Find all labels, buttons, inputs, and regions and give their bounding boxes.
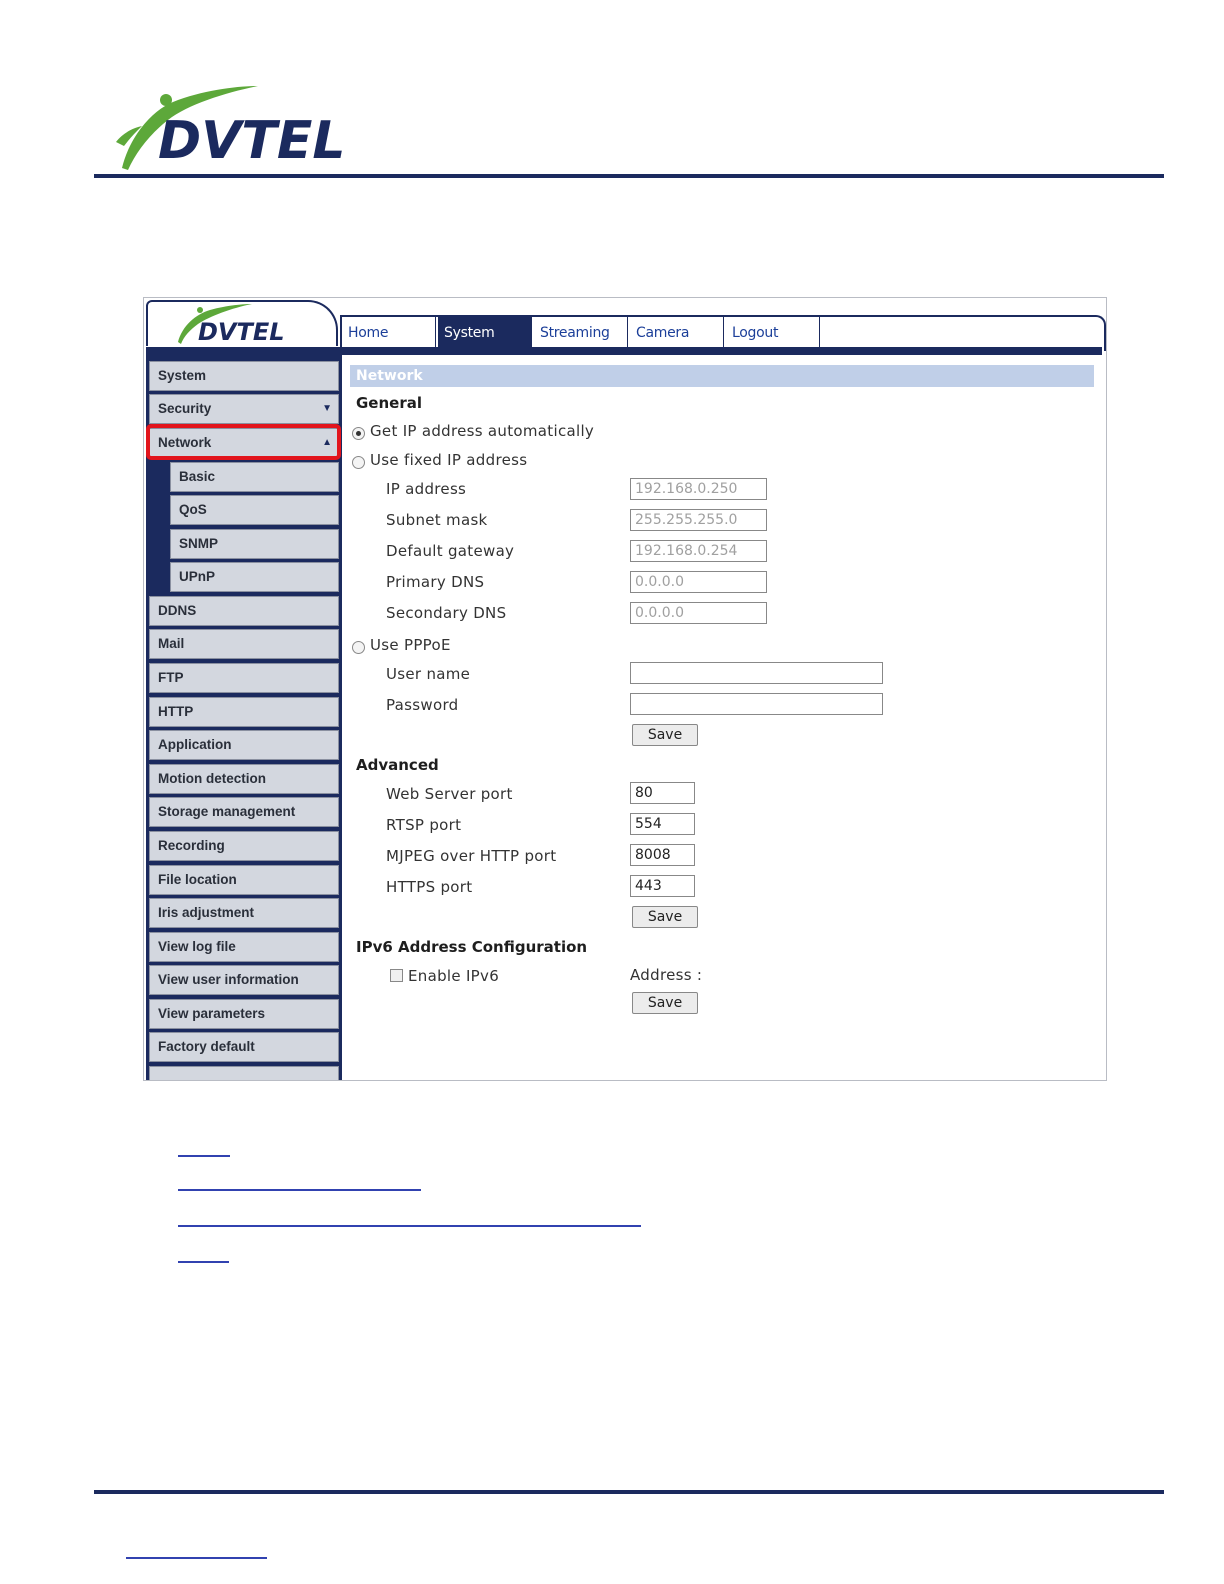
- ui-brand-name: DVTEL: [198, 318, 285, 346]
- ui-logo-swoosh: [148, 302, 336, 346]
- sidebar-item-motion-detection[interactable]: Motion detection: [149, 764, 339, 794]
- rtsp-port-input[interactable]: 554: [630, 813, 695, 835]
- dvtel-logo-swoosh: [108, 80, 348, 175]
- sidebar-item-view-log-file[interactable]: View log file: [149, 932, 339, 962]
- save-ipv6-button[interactable]: Save: [632, 992, 698, 1014]
- caret-down-icon: ▼: [322, 403, 332, 414]
- tab-streaming[interactable]: Streaming: [534, 317, 628, 349]
- save-advanced-button[interactable]: Save: [632, 906, 698, 928]
- sidebar-item-mail[interactable]: Mail: [149, 629, 339, 659]
- radio-pppoe[interactable]: [352, 641, 365, 654]
- sidebar-item-label: Network: [158, 435, 212, 450]
- ip-address-input[interactable]: 192.168.0.250: [630, 478, 767, 500]
- password-label: Password: [386, 696, 459, 714]
- save-general-button[interactable]: Save: [632, 724, 698, 746]
- tab-system[interactable]: System: [438, 317, 532, 349]
- sidebar-item-qos[interactable]: QoS: [170, 495, 339, 525]
- tab-logout[interactable]: Logout: [726, 317, 820, 349]
- link-underline[interactable]: [178, 1189, 421, 1191]
- sidebar-item-storage-management[interactable]: Storage management: [149, 797, 339, 827]
- general-heading: General: [356, 394, 422, 412]
- pppoe-label: Use PPPoE: [370, 636, 451, 654]
- sidebar-item-security[interactable]: [149, 394, 339, 424]
- sidebar-item-label: System: [158, 368, 207, 383]
- primary-dns-input[interactable]: 0.0.0.0: [630, 571, 767, 593]
- https-port-input[interactable]: 443: [630, 875, 695, 897]
- mjpeg-port-label: MJPEG over HTTP port: [386, 847, 557, 865]
- https-port-label: HTTPS port: [386, 878, 473, 896]
- sidebar-item-ftp[interactable]: FTP: [149, 663, 339, 693]
- network-settings-panel: [342, 355, 1102, 1080]
- secondary-dns-label: Secondary DNS: [386, 604, 507, 622]
- enable-ipv6-checkbox[interactable]: [390, 969, 403, 982]
- sidebar-item-ddns[interactable]: DDNS: [149, 596, 339, 626]
- ipv6-heading: IPv6 Address Configuration: [356, 938, 588, 956]
- fixed-ip-label: Use fixed IP address: [370, 451, 528, 469]
- top-nav: [340, 315, 1106, 351]
- auto-ip-label: Get IP address automatically: [370, 422, 595, 440]
- brand-name: DVTEL: [158, 111, 346, 171]
- enable-ipv6-label: Enable IPv6: [408, 967, 500, 985]
- link-underline[interactable]: [178, 1155, 230, 1157]
- ip-address-label: IP address: [386, 480, 467, 498]
- sidebar-item-iris-adjustment[interactable]: Iris adjustment: [149, 898, 339, 928]
- sidebar-item-factory-default[interactable]: Factory default: [149, 1032, 339, 1062]
- rtsp-port-label: RTSP port: [386, 816, 462, 834]
- header-rule: [94, 174, 1164, 178]
- link-underline[interactable]: [178, 1225, 641, 1227]
- sidebar-item-label: Security: [158, 401, 212, 416]
- section-title: Network: [350, 365, 1094, 387]
- primary-dns-label: Primary DNS: [386, 573, 485, 591]
- mjpeg-port-input[interactable]: 8008: [630, 844, 695, 866]
- sidebar-item-application[interactable]: Application: [149, 730, 339, 760]
- sidebar-item-recording[interactable]: Recording: [149, 831, 339, 861]
- web-server-port-input[interactable]: 80: [630, 782, 695, 804]
- secondary-dns-input[interactable]: 0.0.0.0: [630, 602, 767, 624]
- sidebar-item-system[interactable]: [149, 361, 339, 391]
- sidebar-item-upnp[interactable]: UPnP: [170, 562, 339, 592]
- footer-link-underline[interactable]: [126, 1557, 267, 1559]
- subnet-mask-label: Subnet mask: [386, 511, 488, 529]
- web-server-port-label: Web Server port: [386, 785, 513, 803]
- ipv6-address-label: Address :: [630, 966, 703, 984]
- sidebar-item-http[interactable]: HTTP: [149, 697, 339, 727]
- advanced-heading: Advanced: [356, 756, 439, 774]
- footer-rule: [94, 1490, 1164, 1494]
- sidebar-item-basic[interactable]: Basic: [170, 462, 339, 492]
- sidebar-item-cut-off[interactable]: [149, 1066, 339, 1081]
- tab-camera[interactable]: Camera: [630, 317, 724, 349]
- sidebar-item-view-user-information[interactable]: View user information: [149, 965, 339, 995]
- username-input[interactable]: [630, 662, 883, 684]
- web-ui-screenshot: [143, 297, 1107, 1081]
- password-input[interactable]: [630, 693, 883, 715]
- link-underline[interactable]: [178, 1261, 229, 1263]
- caret-up-icon: ▲: [322, 437, 332, 448]
- gateway-label: Default gateway: [386, 542, 515, 560]
- radio-fixed-ip[interactable]: [352, 456, 365, 469]
- username-label: User name: [386, 665, 471, 683]
- sidebar-item-file-location[interactable]: File location: [149, 865, 339, 895]
- network-highlight-box: [146, 424, 341, 460]
- ui-logo: [146, 300, 338, 346]
- header-logo: [108, 80, 348, 175]
- subnet-mask-input[interactable]: 255.255.255.0: [630, 509, 767, 531]
- sidebar-item-snmp[interactable]: SNMP: [170, 529, 339, 559]
- radio-auto-ip[interactable]: [352, 427, 365, 440]
- gateway-input[interactable]: 192.168.0.254: [630, 540, 767, 562]
- tab-home[interactable]: Home: [342, 317, 436, 349]
- sidebar-item-view-parameters[interactable]: View parameters: [149, 999, 339, 1029]
